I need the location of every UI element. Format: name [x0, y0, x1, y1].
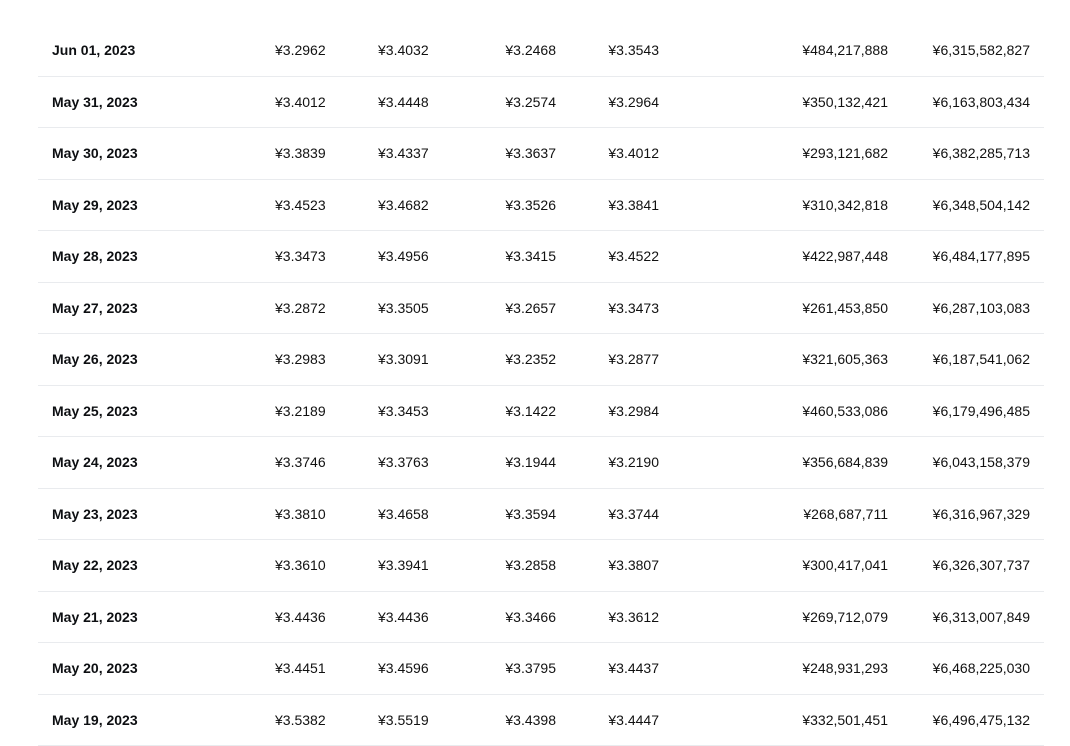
- volume-cell: ¥460,533,086: [802, 386, 888, 437]
- open-price-cell: ¥3.3473: [275, 231, 326, 282]
- low-price-cell: ¥3.1422: [505, 386, 556, 437]
- open-price-cell: ¥3.4012: [275, 77, 326, 128]
- table-row: [38, 231, 1044, 283]
- open-price-cell: ¥3.4523: [275, 180, 326, 231]
- low-price-cell: ¥3.2574: [505, 77, 556, 128]
- low-price-cell: ¥3.2657: [505, 283, 556, 334]
- low-price-cell: ¥3.2352: [505, 334, 556, 385]
- date-cell: Jun 01, 2023: [52, 25, 135, 76]
- table-row: [38, 695, 1044, 746]
- close-price-cell: ¥3.3612: [608, 592, 659, 643]
- volume-cell: ¥300,417,041: [802, 540, 888, 591]
- volume-cell: ¥356,684,839: [802, 437, 888, 488]
- date-cell: May 29, 2023: [52, 180, 138, 231]
- table-row: [38, 437, 1044, 489]
- table-row: [38, 25, 1044, 77]
- low-price-cell: ¥3.1944: [505, 437, 556, 488]
- close-price-cell: ¥3.2190: [608, 437, 659, 488]
- low-price-cell: ¥3.3594: [505, 489, 556, 540]
- market-cap-cell: ¥6,326,307,737: [933, 540, 1030, 591]
- high-price-cell: ¥3.4682: [378, 180, 429, 231]
- date-cell: May 25, 2023: [52, 386, 138, 437]
- high-price-cell: ¥3.3505: [378, 283, 429, 334]
- table-row: [38, 643, 1044, 695]
- date-cell: May 23, 2023: [52, 489, 138, 540]
- high-price-cell: ¥3.4337: [378, 128, 429, 179]
- close-price-cell: ¥3.3807: [608, 540, 659, 591]
- volume-cell: ¥269,712,079: [802, 592, 888, 643]
- date-cell: May 27, 2023: [52, 283, 138, 334]
- historical-data-table: [38, 25, 1044, 746]
- table-row: [38, 592, 1044, 644]
- high-price-cell: ¥3.3453: [378, 386, 429, 437]
- high-price-cell: ¥3.4658: [378, 489, 429, 540]
- table-row: [38, 180, 1044, 232]
- close-price-cell: ¥3.3744: [608, 489, 659, 540]
- volume-cell: ¥261,453,850: [802, 283, 888, 334]
- market-cap-cell: ¥6,496,475,132: [933, 695, 1030, 746]
- volume-cell: ¥484,217,888: [802, 25, 888, 76]
- open-price-cell: ¥3.5382: [275, 695, 326, 746]
- low-price-cell: ¥3.3637: [505, 128, 556, 179]
- open-price-cell: ¥3.3839: [275, 128, 326, 179]
- table-row: [38, 386, 1044, 438]
- open-price-cell: ¥3.2962: [275, 25, 326, 76]
- close-price-cell: ¥3.2984: [608, 386, 659, 437]
- low-price-cell: ¥3.3526: [505, 180, 556, 231]
- market-cap-cell: ¥6,313,007,849: [933, 592, 1030, 643]
- market-cap-cell: ¥6,316,967,329: [933, 489, 1030, 540]
- market-cap-cell: ¥6,163,803,434: [933, 77, 1030, 128]
- high-price-cell: ¥3.4436: [378, 592, 429, 643]
- date-cell: May 22, 2023: [52, 540, 138, 591]
- volume-cell: ¥350,132,421: [802, 77, 888, 128]
- high-price-cell: ¥3.4032: [378, 25, 429, 76]
- date-cell: May 26, 2023: [52, 334, 138, 385]
- date-cell: May 20, 2023: [52, 643, 138, 694]
- high-price-cell: ¥3.4956: [378, 231, 429, 282]
- low-price-cell: ¥3.3795: [505, 643, 556, 694]
- volume-cell: ¥332,501,451: [802, 695, 888, 746]
- volume-cell: ¥310,342,818: [802, 180, 888, 231]
- low-price-cell: ¥3.3415: [505, 231, 556, 282]
- volume-cell: ¥321,605,363: [802, 334, 888, 385]
- high-price-cell: ¥3.3763: [378, 437, 429, 488]
- table-row: [38, 77, 1044, 129]
- close-price-cell: ¥3.2964: [608, 77, 659, 128]
- date-cell: May 30, 2023: [52, 128, 138, 179]
- close-price-cell: ¥3.4437: [608, 643, 659, 694]
- close-price-cell: ¥3.4522: [608, 231, 659, 282]
- open-price-cell: ¥3.2189: [275, 386, 326, 437]
- date-cell: May 19, 2023: [52, 695, 138, 746]
- market-cap-cell: ¥6,179,496,485: [933, 386, 1030, 437]
- open-price-cell: ¥3.3610: [275, 540, 326, 591]
- market-cap-cell: ¥6,382,285,713: [933, 128, 1030, 179]
- table-row: [38, 334, 1044, 386]
- market-cap-cell: ¥6,287,103,083: [933, 283, 1030, 334]
- close-price-cell: ¥3.4447: [608, 695, 659, 746]
- volume-cell: ¥293,121,682: [802, 128, 888, 179]
- close-price-cell: ¥3.4012: [608, 128, 659, 179]
- table-row: [38, 128, 1044, 180]
- market-cap-cell: ¥6,348,504,142: [933, 180, 1030, 231]
- high-price-cell: ¥3.4596: [378, 643, 429, 694]
- high-price-cell: ¥3.3941: [378, 540, 429, 591]
- low-price-cell: ¥3.2468: [505, 25, 556, 76]
- table-row: [38, 489, 1044, 541]
- close-price-cell: ¥3.3473: [608, 283, 659, 334]
- open-price-cell: ¥3.3810: [275, 489, 326, 540]
- high-price-cell: ¥3.3091: [378, 334, 429, 385]
- table-row: [38, 540, 1044, 592]
- date-cell: May 31, 2023: [52, 77, 138, 128]
- date-cell: May 28, 2023: [52, 231, 138, 282]
- table-row: [38, 283, 1044, 335]
- volume-cell: ¥268,687,711: [803, 489, 888, 540]
- low-price-cell: ¥3.4398: [505, 695, 556, 746]
- close-price-cell: ¥3.3841: [608, 180, 659, 231]
- open-price-cell: ¥3.2872: [275, 283, 326, 334]
- market-cap-cell: ¥6,484,177,895: [933, 231, 1030, 282]
- open-price-cell: ¥3.3746: [275, 437, 326, 488]
- market-cap-cell: ¥6,315,582,827: [933, 25, 1030, 76]
- open-price-cell: ¥3.4451: [275, 643, 326, 694]
- open-price-cell: ¥3.2983: [275, 334, 326, 385]
- market-cap-cell: ¥6,187,541,062: [933, 334, 1030, 385]
- volume-cell: ¥248,931,293: [802, 643, 888, 694]
- market-cap-cell: ¥6,043,158,379: [933, 437, 1030, 488]
- date-cell: May 21, 2023: [52, 592, 138, 643]
- high-price-cell: ¥3.4448: [378, 77, 429, 128]
- close-price-cell: ¥3.2877: [608, 334, 659, 385]
- volume-cell: ¥422,987,448: [802, 231, 888, 282]
- date-cell: May 24, 2023: [52, 437, 138, 488]
- open-price-cell: ¥3.4436: [275, 592, 326, 643]
- market-cap-cell: ¥6,468,225,030: [933, 643, 1030, 694]
- low-price-cell: ¥3.2858: [505, 540, 556, 591]
- high-price-cell: ¥3.5519: [378, 695, 429, 746]
- low-price-cell: ¥3.3466: [505, 592, 556, 643]
- close-price-cell: ¥3.3543: [608, 25, 659, 76]
